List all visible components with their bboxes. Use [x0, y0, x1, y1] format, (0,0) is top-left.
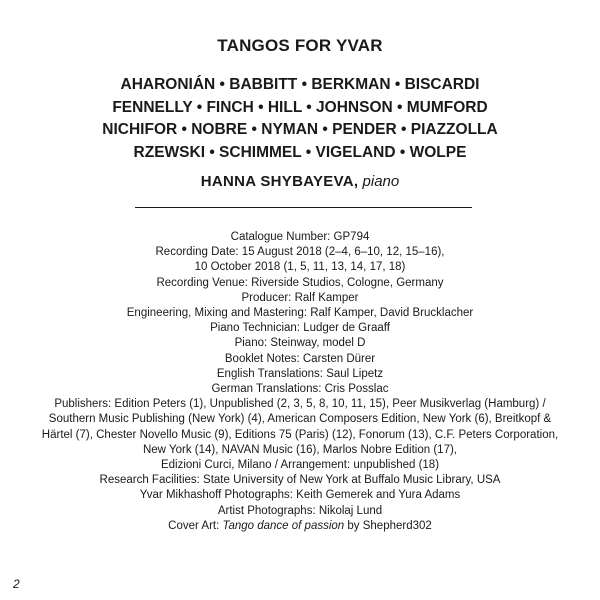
cover-art-work: Tango dance of passion: [222, 519, 345, 532]
credit-line: Härtel (7), Chester Novello Music (9), Editions 75 (Paris) (12), Fonorum (13), C.F. Peters Corporation,: [41, 428, 559, 441]
credit-line: Recording Venue: Riverside Studios, Cologne, Germany: [156, 276, 444, 289]
credit-line: Piano: Steinway, model D: [234, 337, 366, 350]
credit-line: English Translations: Saul Lipetz: [216, 367, 384, 380]
credit-line: Edizioni Curci, Milano / Arrangement: unpublished (18): [160, 459, 440, 472]
production-credits: [0, 230, 600, 534]
divider-rule: [135, 207, 472, 208]
credit-line: New York (14), NAVAN Music (16), Marlos Nobre Edition (17),: [142, 443, 457, 456]
credit-line: Engineering, Mixing and Mastering: Ralf Kamper, David Brucklacher: [126, 307, 474, 320]
performer-instrument: piano: [362, 173, 400, 190]
performer-credit: [0, 173, 600, 190]
composer-line: AHARONIÁN • BABBITT • BERKMAN • BISCARDI: [120, 76, 480, 93]
composer-list: [0, 74, 600, 164]
credit-line: Booklet Notes: Carsten Dürer: [224, 352, 376, 365]
credit-line: Southern Music Publishing (New York) (4), American Composers Edition, New York (6), Breitkopf &: [48, 413, 552, 426]
composer-line: NICHIFOR • NOBRE • NYMAN • PENDER • PIAZZOLLA: [102, 121, 498, 138]
credit-line: Piano Technician: Ludger de Graaff: [210, 322, 390, 335]
composer-line: RZEWSKI • SCHIMMEL • VIGELAND • WOLPE: [133, 143, 467, 161]
credit-line: German Translations: Cris Posslac: [211, 383, 389, 396]
credit-line: Artist Photographs: Nikolaj Lund: [217, 504, 383, 517]
cover-art-credit: [0, 519, 600, 534]
credit-line: 10 October 2018 (1, 5, 11, 13, 14, 17, 18): [194, 261, 406, 274]
credit-line: Recording Date: 15 August 2018 (2–4, 6–10, 12, 15–16),: [155, 246, 445, 259]
cover-art-artist: by Shepherd302: [344, 519, 432, 532]
credit-line: Publishers: Edition Peters (1), Unpublished (2, 3, 5, 8, 10, 11, 15), Peer Musikverlag (Hamburg) /: [54, 398, 546, 411]
credit-line: Producer: Ralf Kamper: [241, 291, 359, 304]
credit-line: Research Facilities: State University of New York at Buffalo Music Library, USA: [99, 474, 501, 487]
credit-line: Yvar Mikhashoff Photographs: Keith Gemerek and Yura Adams: [139, 489, 461, 502]
performer-name: HANNA SHYBAYEVA,: [200, 173, 359, 190]
cover-art-label: Cover Art:: [168, 519, 223, 532]
page-number: 2: [13, 577, 20, 591]
composer-line: FENNELLY • FINCH • HILL • JOHNSON • MUMFORD: [112, 98, 488, 116]
album-title: TANGOS FOR YVAR: [217, 36, 383, 55]
credit-line: Catalogue Number: GP794: [230, 231, 370, 243]
